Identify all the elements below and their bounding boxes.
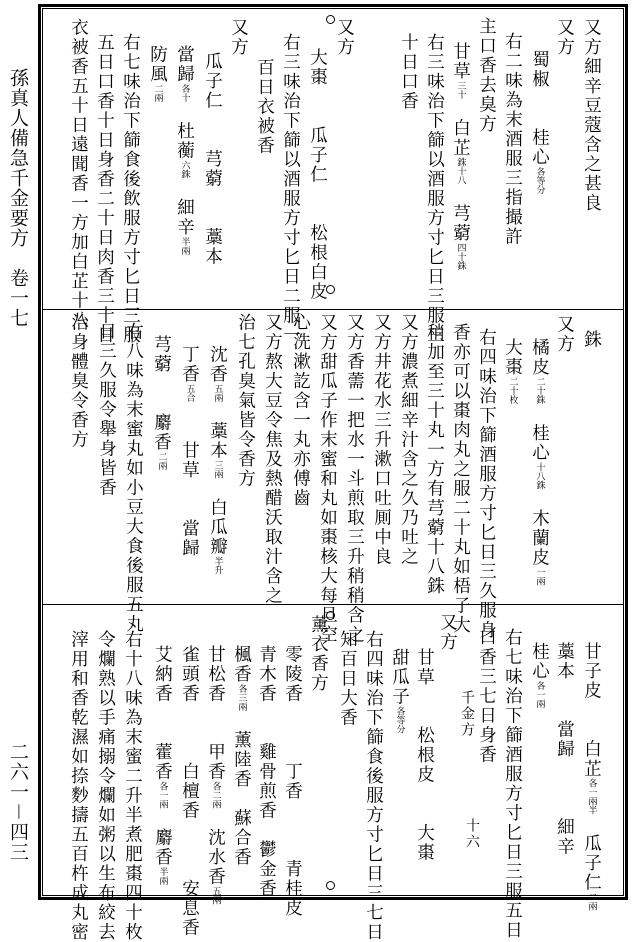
text-column: 治身體臭令香方 (68, 313, 89, 450)
text-column: 丁香五合 甘草 當歸 (179, 345, 200, 558)
section-circle-marker (326, 881, 335, 890)
book-title: 孫真人備急千金要方 卷一七 (7, 68, 29, 328)
text-column: 右四味治下篩酒服方寸匕日三久服身 (476, 328, 497, 640)
source-note: 千金方 (459, 690, 475, 738)
text-column: 右二味為末酒服三指撮許 (502, 32, 523, 247)
text-column: 右三味治下篩以酒服方寸匕日二服一 (280, 33, 301, 345)
text-column: 日三久服令舉身皆香 (96, 322, 117, 498)
text-column: 甘草 松根皮 大棗 (414, 648, 435, 863)
text-column: 百日衣被香 (254, 58, 275, 156)
text-column: 又方 (554, 315, 575, 354)
text-column: 香亦可以棗肉丸之服二十丸如梧子大 (450, 323, 471, 635)
text-column: 零陵香 丁香 青桂皮 (282, 645, 303, 918)
text-column: 又方 (334, 18, 355, 57)
text-column: 右四味治下篩食後服方寸匕日三七日 (363, 630, 384, 942)
text-column: 甘子皮 白芷各一兩半 瓜子仁二兩 (581, 642, 602, 911)
text-column: 治七孔臭氣皆令香方 (235, 313, 256, 489)
text-column: 右三味治下篩以酒服方寸匕日三服三 (424, 33, 445, 345)
text-column: 主口香去臭方 (476, 17, 497, 134)
text-column: 又方熬大豆令焦及熱醋沃取汁含之 (262, 313, 283, 606)
text-column: 甘草三十 白芷銖十八 芎藭四十銖 (450, 42, 471, 270)
text-column: 心洗漱訖含一丸亦傅齒 (290, 313, 311, 508)
text-column: 令爛熟以手痛搦令爛如粥以生布絞去 (95, 630, 116, 942)
text-column: 十日口香 (398, 33, 419, 111)
text-column: 橘皮二十銖 桂心十八銖 木蘭皮一兩 (529, 338, 550, 586)
text-column: 芎藭 麝香二兩 (151, 335, 172, 470)
text-column: 右七味治下篩食後飲服方寸匕日三服 (120, 33, 141, 345)
text-column: 薰衣香方 (308, 615, 329, 693)
text-column: 青木香 雞骨煎香 鬱金香 (256, 645, 277, 899)
text-column: 又方 (437, 613, 458, 652)
text-column: 大棗 瓜子仁 松根白皮 (307, 48, 328, 302)
text-column: 桂心各一兩 (529, 642, 550, 708)
herb-name: 蜀椒 (529, 50, 550, 89)
text-column: 防風二兩 (147, 45, 168, 102)
text-column: 又方濃煮細辛汁含之久乃吐之 (398, 313, 419, 567)
text-column: 又方 (554, 18, 575, 57)
text-column: 甜瓜子各等分 (389, 648, 410, 734)
text-column: 又方細辛豆蔻含之甚良 (581, 18, 602, 213)
text-column: 五日口香十日身香二十日肉香三十日 (94, 33, 115, 345)
text-column: 大棗二十枚 (502, 338, 523, 404)
text-column: 口香三七日身香 (476, 628, 497, 765)
section-circle-marker (326, 15, 335, 24)
text-column: 又方甜瓜子作末蜜和丸如棗核大每旦空 (317, 313, 338, 645)
text-column: 又方 (228, 18, 249, 57)
source-note: 十六 (464, 818, 480, 850)
text-column: 藁本 當歸 細辛 (554, 642, 575, 857)
text-column: 銖 (581, 330, 602, 350)
text-column: 雀頭香 白檀香 安息香 (179, 645, 200, 938)
text-column: 知百日大香 (337, 630, 358, 728)
text-column: 甘松香 甲香各二兩 沈水香五兩 (205, 645, 226, 905)
text-column: 右七味治下篩酒服方寸匕日三服五日 (502, 628, 523, 940)
text-column: 稍加至三十丸一方有芎藭十八銖 (424, 323, 445, 596)
text-column: 艾納香 藿香各一兩 麝香半兩 (152, 645, 173, 885)
text-column: 又方香薷一把水一斗煎取三升稍稍含之 (344, 313, 365, 645)
text-column (530, 50, 548, 194)
text-column: 右十八味為末蜜二升半煮肥棗四十枚 (122, 630, 143, 942)
text-column: 衣被香五十日遠聞香一方加白芷十八 (68, 18, 89, 330)
page-number: 二六一－四三 (7, 742, 29, 863)
text-column: 當歸各十 杜蘅六銖 細辛半兩 (174, 45, 195, 255)
section-circle-marker (326, 285, 335, 294)
dosage-note: 各等分 (534, 167, 545, 194)
text-column: 右八味為末蜜丸如小豆大食後服五丸 (123, 322, 144, 634)
text-column: 沈香五兩 藁本三兩 白瓜瓣半升 (207, 345, 228, 575)
text-column: 滓用和香乾濕如捺麨擣五百杵成丸密 (68, 630, 89, 942)
text-column: 楓香各三兩 薰陸香 蘇合香 (231, 645, 252, 867)
text-column: 瓜子仁 芎藭 藁本 (202, 52, 223, 267)
text-column: 又方井花水三升漱口吐厠中良 (371, 313, 392, 567)
herb-name: 桂心 (529, 128, 550, 167)
